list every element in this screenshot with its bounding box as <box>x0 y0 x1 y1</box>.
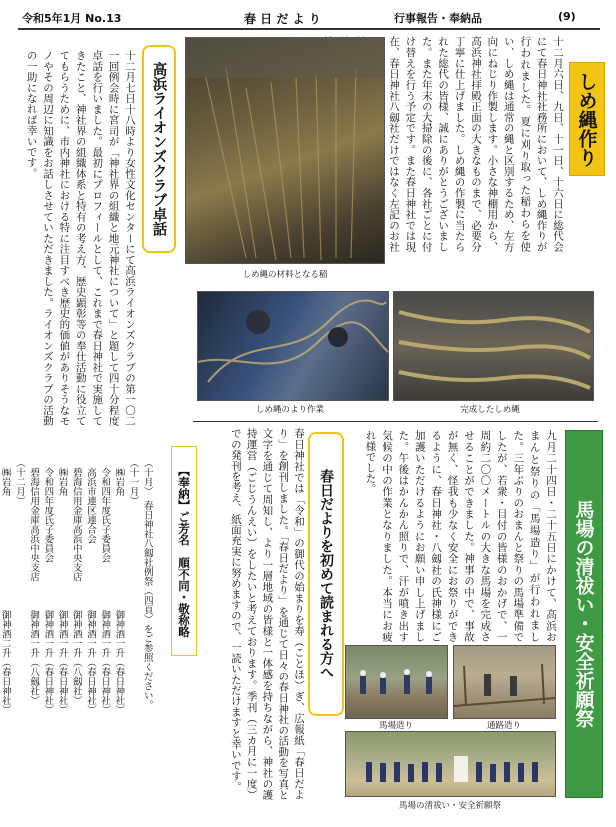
offering-line: ㈱岩角 御神酒一升（春日神社） <box>56 458 68 715</box>
baba-body: 九月二十四日・二十五日にかけて、高浜おまんと祭りの「馬場造り」が行われました。三年ぶりのおまんと祭りの馬場準備でしたが、若衆・目付の皆様のおかげで、一周約二〇〇メートルの大きな馬場を完成させることができました。神事の中で、事故が無く、怪我も少なく安全にお祭りができるように、春日神社・八劔社の氏神様にご加護いただけるようにお願い申し上げました。午後はかんかん照りで、汗が噴き出す気候の中の作業となりました。本当にお疲れ様でした。 <box>364 430 557 642</box>
newsletter-title: 春 日 だ よ り <box>244 12 321 26</box>
baba-title: 馬場の清祓い・安全祈願祭 <box>565 430 603 798</box>
page-number: (9) <box>558 10 576 23</box>
photo-twisting-work <box>197 291 389 401</box>
lions-title: 高浜ライオンズクラブ卓話 <box>142 45 176 253</box>
offering-line: （十月） 春日神社八劔社例祭（四頁）をご参照ください。 <box>141 458 153 710</box>
shimenawa-body: 十二月六日、九日、十一日、十六日に総代会にて春日神社社務所において、しめ縄作りが行われました。夏に刈り取った稲わらを使い、しめ縄は通常の縄と区別するため、左方向にねじり作製します。小さな神棚用から、高浜神社拝殿正面の大きなものまで、必要分丁寧に仕上げました。しめ縄の作製に当たられた総代の皆様、誠にありがとうございました。また年末の大掃除の後に、各社ごとに付け替えを行う予定です。また春日神社では現在、春日神社八劔社だけではなく左記のお社 <box>387 36 564 252</box>
dayori-body: 春日神社では「令和」の御代の始まりを寿（ことほ）ぎ、広報紙「春日だより」を創刊しました。「春日だより」を通じて日々の春日神社の活動を写真と文字を通じて周知し、より一層地域の皆様と一体感を持ちながら、神社の護持運営（ごじうんえい）をしたいと考えております。季刊（三カ月に一度）での発刊を考え、紙面充実に努めますので、一読いただけますと幸いです。 <box>229 428 305 800</box>
caption-passage: 通路造り <box>486 721 521 731</box>
photo-rice-straw <box>185 37 385 264</box>
offering-line: ㈱岩角 御神酒二升（春日神社） <box>0 458 11 715</box>
caption-baba-zukuri: 馬場造り <box>378 721 413 731</box>
offering-line: 高浜市連区連合会 御神酒一升（春日神社） <box>84 458 96 715</box>
offering-line: 令和四年度氏子委員会 御神酒一升（春日神社） <box>42 458 54 715</box>
offering-line: 碧海信用金庫高浜中央支店 御神酒一升（八劔社） <box>70 458 82 706</box>
offering-line: 令和四年度氏子委員会 御神酒一升（春日神社） <box>99 458 111 715</box>
offering-line: （十二月） <box>13 458 25 506</box>
section-rule <box>193 421 598 422</box>
offering-line: ㈱岩角 御神酒一升（春日神社） <box>113 458 125 715</box>
section-label: 行事報告・奉納品 <box>394 12 482 25</box>
photo-baba-zukuri <box>345 645 448 719</box>
issue-number: 令和5年1月 No.13 <box>22 12 122 25</box>
header-rule <box>18 28 600 30</box>
photo-passage <box>453 645 556 719</box>
caption-rice-straw: しめ縄の材料となる稲 <box>242 270 328 280</box>
offerings-list <box>0 452 168 808</box>
caption-finished-shimenawa: 完成したしめ縄 <box>460 405 520 415</box>
photo-purification-ceremony <box>345 731 556 797</box>
offerings-title: 【奉納】ご芳名 順不同・敬称略 <box>171 446 197 656</box>
photo-finished-shimenawa <box>393 291 594 401</box>
lions-body: 十二月七日十八時より女性文化センターにて高浜ライオンズクラブの第一〇二一回例会時に宮司が「神社界の組織と地元神社について」と題して四十分程度卓話を行いました。最初にプロフィールとして、これまで春日神社で実施してきたこと、神社界の組織体系と特有の考え方、歴史顕彰等の奉仕活動に役立ててもらうために、市内神社における特に注目すべき歴史的価値がありそうなモノやその周辺に知識をお話しさせていただきました。ライオンズクラブの活動の一助になれば幸いです。 <box>25 50 136 426</box>
offering-line: （十一月） <box>127 458 139 506</box>
shimenawa-title: しめ縄作り <box>569 62 605 176</box>
dayori-title: 春日だよりを初めて読まれる方へ <box>308 432 344 716</box>
caption-twisting-work: しめ縄のより作業 <box>255 405 324 415</box>
offering-line: 碧海信用金庫高浜中央支店 御神酒一升（八劔社） <box>28 458 40 706</box>
caption-purification-ceremony: 馬場の清祓い・安全祈願祭 <box>398 801 501 811</box>
